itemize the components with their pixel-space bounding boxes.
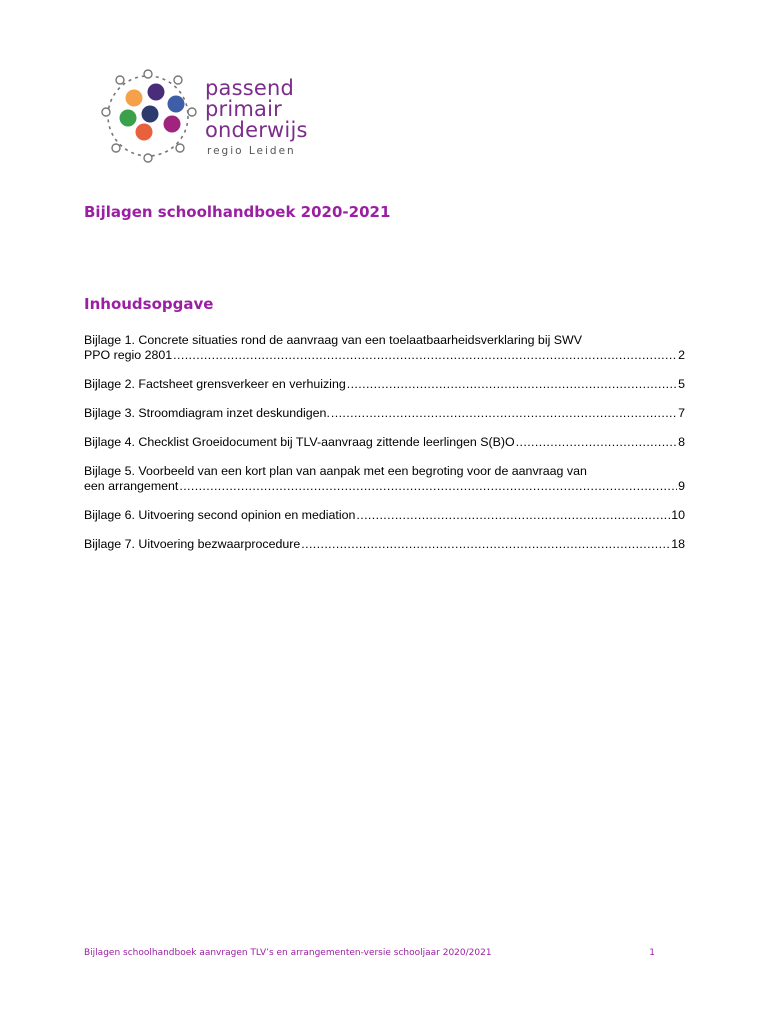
logo-text xyxy=(205,78,308,157)
toc-entry-line xyxy=(84,406,685,421)
toc-entry-line xyxy=(84,435,685,450)
logo-subtitle: regio Leiden xyxy=(207,145,296,157)
logo-ring-node xyxy=(188,108,196,116)
toc-entry[interactable] xyxy=(84,406,685,421)
toc-page-number: 7 xyxy=(678,406,685,420)
footer-page-number: 1 xyxy=(649,948,655,958)
logo-line-1: passend xyxy=(205,76,295,100)
toc-entry[interactable] xyxy=(84,377,685,392)
toc-page-number: 5 xyxy=(678,377,685,391)
toc-page-number: 9 xyxy=(678,479,685,493)
toc-entry-title: Bijlage 2. Factsheet grensverkeer en verhuizing xyxy=(84,377,346,391)
logo-ring-node xyxy=(144,154,152,162)
toc-entry[interactable] xyxy=(84,435,685,450)
toc-entry-title: Bijlage 4. Checklist Groeidocument bij TLV-aanvraag zittende leerlingen S(B)O xyxy=(84,435,515,449)
toc-entry-title: Bijlage 7. Uitvoering bezwaarprocedure xyxy=(84,537,301,551)
toc-entry-title-first-line: Bijlage 5. Voorbeeld van een kort plan van aanpak met een begroting voor de aanvraag van xyxy=(84,464,587,478)
toc-entry-line xyxy=(84,348,685,363)
toc-entry-title: Bijlage 6. Uitvoering second opinion en mediation xyxy=(84,508,356,522)
logo-dot xyxy=(168,96,185,113)
logo-dot xyxy=(120,110,137,127)
logo-ring-node xyxy=(176,144,184,152)
toc-page-number: 2 xyxy=(678,348,685,362)
logo-dot xyxy=(136,124,153,141)
toc-page-number: 8 xyxy=(678,435,685,449)
logo-ring-node xyxy=(116,76,124,84)
logo-ring-node xyxy=(102,108,110,116)
toc-leader-dots xyxy=(179,479,677,494)
document-title: Bijlagen schoolhandboek 2020-2021 xyxy=(84,203,391,221)
logo-ring-node xyxy=(144,70,152,78)
toc-leader-dots xyxy=(356,508,670,523)
logo-circles-icon xyxy=(100,68,200,164)
logo-ring-node xyxy=(174,76,182,84)
logo-line-2: primair xyxy=(205,97,282,121)
toc-heading: Inhoudsopgave xyxy=(84,295,214,313)
toc-leader-dots xyxy=(331,406,677,421)
toc-entry-line xyxy=(84,377,685,392)
toc-leader-dots xyxy=(301,537,670,552)
toc-entry-title: PPO regio 2801 xyxy=(84,348,173,362)
toc-leader-dots xyxy=(347,377,677,392)
toc-page-number: 18 xyxy=(671,537,685,551)
toc-entry-line xyxy=(84,537,685,552)
footer-text: Bijlagen schoolhandboek aanvragen TLV’s en arrangementen-versie schooljaar 2020/2021 xyxy=(84,948,492,958)
toc-entry-title: Bijlage 3. Stroomdiagram inzet deskundigen. xyxy=(84,406,330,420)
logo-dot xyxy=(142,106,159,123)
toc-leader-dots xyxy=(173,348,677,363)
toc-entry-title-first-line: Bijlage 1. Concrete situaties rond de aanvraag van een toelaatbaarheidsverklaring bij SWV xyxy=(84,333,582,347)
toc-entry[interactable] xyxy=(84,508,685,523)
logo-dot xyxy=(148,84,165,101)
logo-ring-node xyxy=(112,144,120,152)
logo-dot xyxy=(164,116,181,133)
toc-entry-line xyxy=(84,479,685,494)
table-of-contents xyxy=(84,333,685,566)
logo-dot xyxy=(126,90,143,107)
toc-entry-line xyxy=(84,508,685,523)
toc-entry[interactable] xyxy=(84,537,685,552)
toc-page-number: 10 xyxy=(671,508,685,522)
toc-entry-title: een arrangement xyxy=(84,479,179,493)
toc-entry[interactable] xyxy=(84,333,685,363)
toc-entry[interactable] xyxy=(84,464,685,494)
toc-leader-dots xyxy=(516,435,677,450)
logo-line-3: onderwijs xyxy=(205,118,308,142)
page-footer xyxy=(84,948,655,958)
